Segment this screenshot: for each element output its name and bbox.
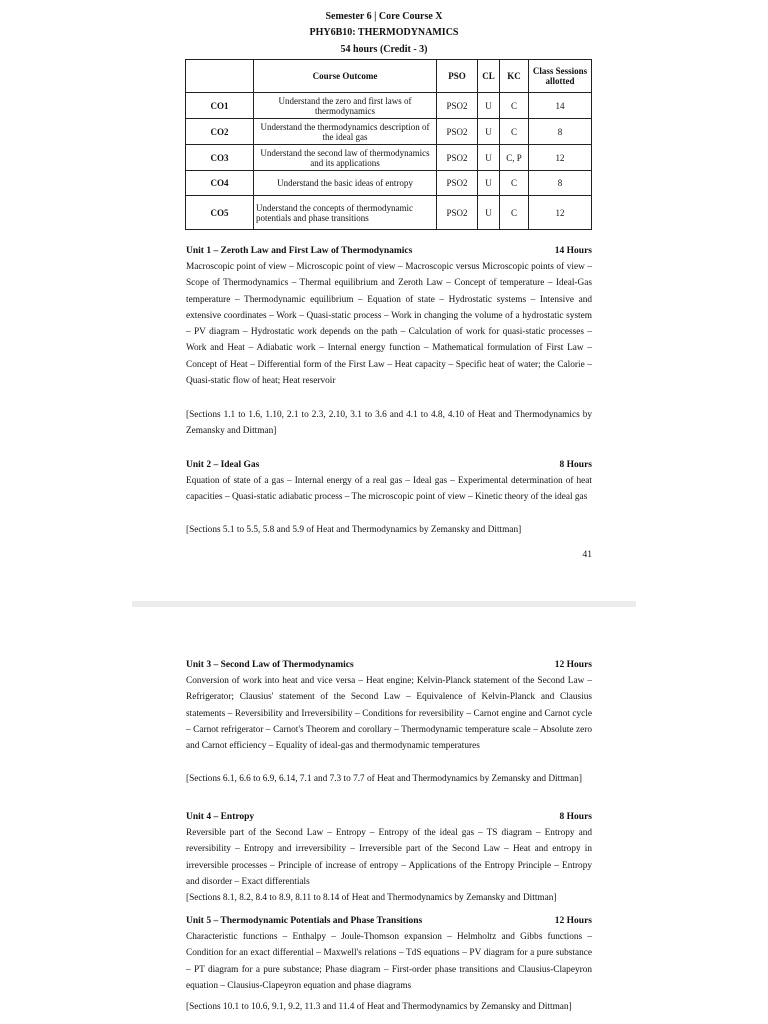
unit-1-body: Macroscopic point of view – Microscopic point of view – Macroscopic versus Microscopic points of view – Scope of Thermodynamics – Thermal equilibrium and Zeroth Law – Concept of temperature – Ideal-Gas temperature – Thermodynamic equilibrium – Equation of state – Hydrostatic systems – Intensive and extensive coordinates – Work – Quasi-static process – Work in changing the volume of a hydrostatic system – PV diagram – Hydrostatic work depends on the path – Calculation of work for quasi-static processes – Work and Heat – Adiabatic work – Internal energy function – Mathematical formulation of First Law – Concept of Heat – Differential form of the First Law – Heat capacity – Specific heat of water; the Calorie – Quasi-static flow of heat; Heat reservoir	[186, 262, 592, 387]
table-row	[186, 196, 592, 230]
table-cell: 12	[529, 145, 592, 171]
table-row	[186, 93, 592, 119]
unit-title: Unit 1 – Zeroth Law and First Law of Thermodynamics	[186, 246, 413, 256]
unit-4-body: Reversible part of the Second Law – Entropy – Entropy of the ideal gas – TS diagram – Entropy and reversibility – Entropy and irreversibility – Irreversible part of the Second Law – Heat and entropy in irreversible processes – Principle of increase of entropy – Applications of the Entropy Principle – Entropy and disorder – Exact differentials	[186, 828, 592, 887]
unit-title: Unit 4 – Entropy	[186, 812, 255, 822]
table-header-cell: CL	[478, 60, 500, 93]
unit-5-reference: [Sections 10.1 to 10.6, 9.1, 9.2, 11.3 and 11.4 of Heat and Thermodynamics by Zemansky and Dittman]	[186, 1002, 572, 1012]
table-cell: Understand the basic ideas of entropy	[254, 171, 437, 196]
hours-credit: 54 hours (Credit - 3)	[340, 44, 428, 55]
unit-5-heading	[186, 914, 592, 928]
table-header-cell: KC	[500, 60, 529, 93]
table-cell: PSO2	[437, 145, 478, 171]
table-cell: U	[478, 145, 500, 171]
table-header-cell: Class Sessions allotted	[529, 60, 592, 93]
table-cell: Understand the thermodynamics description of the ideal gas	[254, 119, 437, 145]
table-cell: 8	[529, 171, 592, 196]
table-cell: C, P	[500, 145, 529, 171]
document-page-1	[132, 0, 636, 600]
unit-5-body: Characteristic functions – Enthalpy – Joule-Thomson expansion – Helmholtz and Gibbs functions – Condition for an exact differential – Maxwell's relations – TdS equations – PV diagram for a pure substance – PT diagram for a pure substance; Phase diagram – First-order phase transitions and Clausius-Clapeyron equation – Clausius-Clapeyron equation and phase diagrams	[186, 932, 592, 991]
unit-hours: 8 Hours	[559, 460, 592, 470]
table-cell: U	[478, 171, 500, 196]
document-page-2	[132, 608, 636, 1024]
table-cell: CO4	[186, 171, 254, 196]
page-separator	[132, 601, 636, 607]
unit-4-heading	[186, 810, 592, 824]
unit-2-reference: [Sections 5.1 to 5.5, 5.8 and 5.9 of Heat and Thermodynamics by Zemansky and Dittman]	[186, 525, 522, 535]
table-cell: PSO2	[437, 196, 478, 230]
table-cell: PSO2	[437, 171, 478, 196]
unit-3-heading	[186, 658, 592, 672]
unit-title: Unit 5 – Thermodynamic Potentials and Phase Transitions	[186, 916, 423, 926]
table-cell: Understand the concepts of thermodynamic potentials and phase transitions	[254, 196, 437, 230]
table-cell: C	[500, 119, 529, 145]
table-cell: CO3	[186, 145, 254, 171]
table-cell: 8	[529, 119, 592, 145]
course-code-title: PHY6B10: THERMODYNAMICS	[309, 27, 459, 38]
table-cell: CO2	[186, 119, 254, 145]
table-cell: CO1	[186, 93, 254, 119]
unit-hours: 8 Hours	[559, 812, 592, 822]
unit-2-body: Equation of state of a gas – Internal energy of a real gas – Ideal gas – Experimental determination of heat capacities – Quasi-static adiabatic process – The microscopic point of view – Kinetic theory of the ideal gas	[186, 476, 592, 503]
semester-heading: Semester 6 | Core Course X	[325, 11, 443, 22]
table-cell: PSO2	[437, 119, 478, 145]
unit-3-body: Conversion of work into heat and vice versa – Heat engine; Kelvin-Planck statement of the Second Law – Refrigerator; Clausius' statement of the Second Law – Equivalence of Kelvin-Planck and Clausius statements – Reversibility and Irreversibility – Conditions for reversibility – Carnot engine and Carnot cycle – Carnot refrigerator – Carnot's Theorem and corollary – Thermodynamic temperature scale – Absolute zero and Carnot efficiency – Equality of ideal-gas and thermodynamic temperatures	[186, 676, 592, 752]
table-row	[186, 119, 592, 145]
table-cell: C	[500, 196, 529, 230]
table-header-cell: PSO	[437, 60, 478, 93]
table-header-cell	[186, 60, 254, 93]
unit-title: Unit 2 – Ideal Gas	[186, 460, 260, 470]
unit-hours: 12 Hours	[554, 916, 592, 926]
table-cell: U	[478, 196, 500, 230]
unit-3-reference: [Sections 6.1, 6.6 to 6.9, 6.14, 7.1 and 7.3 to 7.7 of Heat and Thermodynamics by Zemansky and Dittman]	[186, 774, 582, 784]
table-cell: C	[500, 93, 529, 119]
table-row	[186, 171, 592, 196]
unit-4-reference: [Sections 8.1, 8.2, 8.4 to 8.9, 8.11 to 8.14 of Heat and Thermodynamics by Zemansky and Dittman]	[186, 893, 557, 903]
page-number: 41	[582, 550, 592, 560]
table-cell: Understand the zero and first laws of thermodynamics	[254, 93, 437, 119]
table-cell: PSO2	[437, 93, 478, 119]
table-cell: C	[500, 171, 529, 196]
table-cell: U	[478, 119, 500, 145]
table-cell: Understand the second law of thermodynamics and its applications	[254, 145, 437, 171]
unit-title: Unit 3 – Second Law of Thermodynamics	[186, 660, 354, 670]
table-cell: CO5	[186, 196, 254, 230]
unit-hours: 12 Hours	[554, 660, 592, 670]
unit-2-heading	[186, 458, 592, 472]
unit-hours: 14 Hours	[554, 246, 592, 256]
course-outcome-table	[185, 59, 592, 230]
table-row	[186, 145, 592, 171]
unit-1-reference: [Sections 1.1 to 1.6, 1.10, 2.1 to 2.3, 2.10, 3.1 to 3.6 and 4.1 to 4.8, 4.10 of Heat and Thermodynamics by Zemansky and Dittman]	[186, 410, 592, 437]
table-cell: U	[478, 93, 500, 119]
table-header-row	[186, 60, 592, 93]
unit-1-heading	[186, 244, 592, 258]
table-cell: 14	[529, 93, 592, 119]
table-cell: 12	[529, 196, 592, 230]
table-header-cell: Course Outcome	[254, 60, 437, 93]
